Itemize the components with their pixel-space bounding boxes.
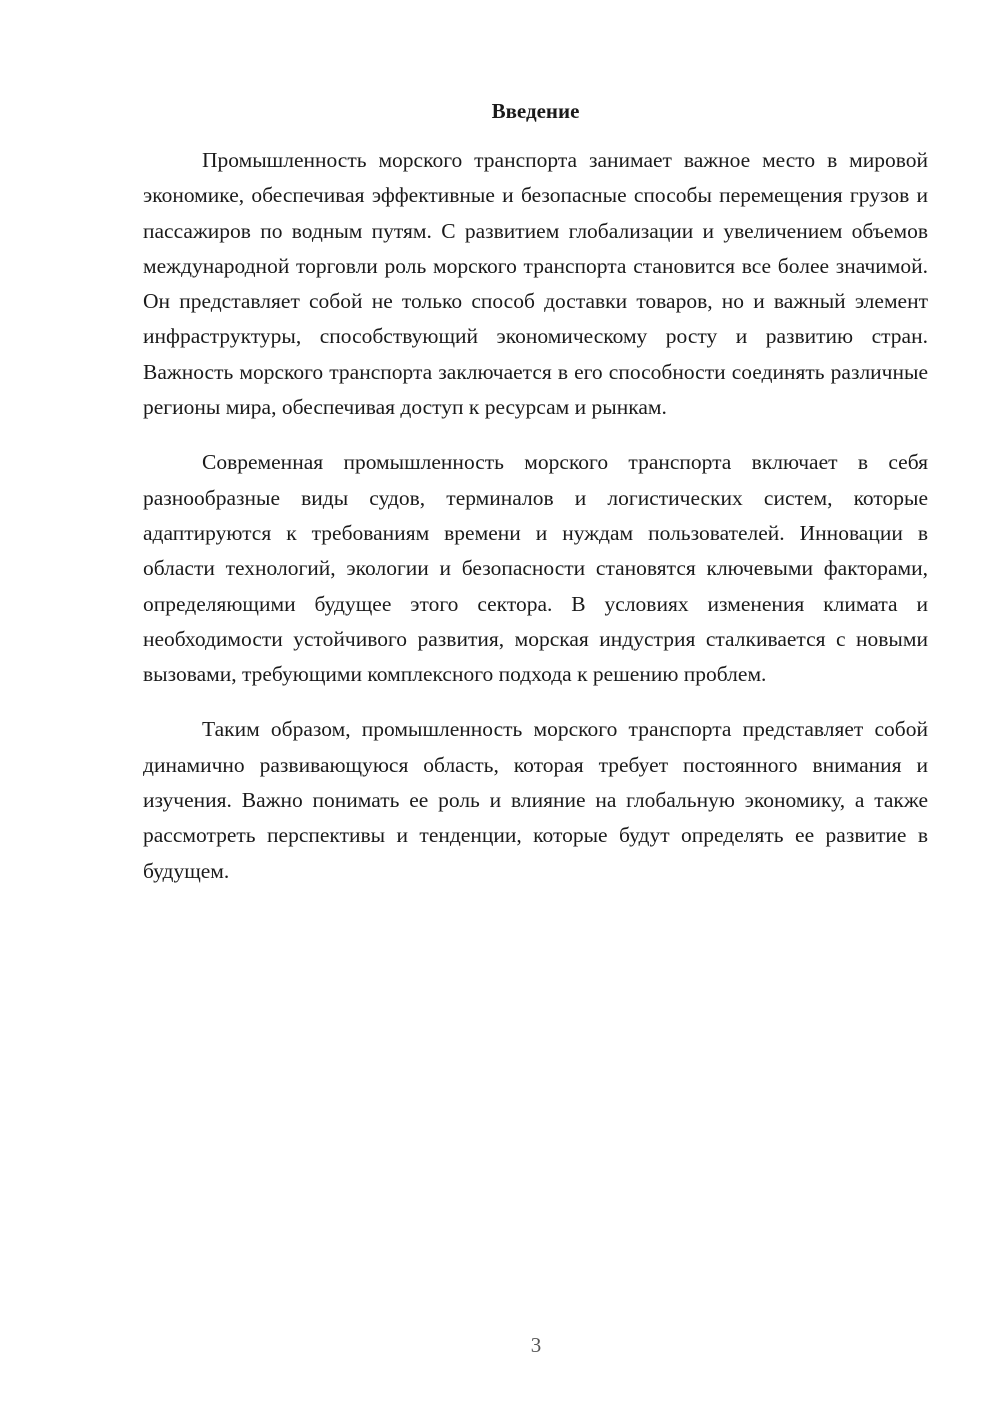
- paragraph-3: Таким образом, промышленность морского транспорта представляет собой динамично развивающуюся область, которая требует постоянного внимания и изучения. Важно понимать ее роль и влияние на глобальную экономику, а также рассмотреть перспективы и тенденции, которые будут определять ее развитие в будущем.: [143, 717, 928, 883]
- section-title: Введение: [491, 99, 580, 123]
- page-number: 3: [530, 1333, 542, 1357]
- body-text: [143, 143, 928, 909]
- paragraph-1: Промышленность морского транспорта занимает важное место в мировой экономике, обеспечивая эффективные и безопасные способы перемещения грузов и пассажиров по водным путям. С развитием глобализации и увеличением объемов международной торговли роль морского транспорта становится все более значимой. Он представляет собой не только способ доставки товаров, но и важный элемент инфраструктуры, способствующий экономическому росту и развитию стран. Важность морского транспорта заключается в его способности соединять различные регионы мира, обеспечивая доступ к ресурсам и рынкам.: [143, 148, 928, 420]
- paragraph-2: Современная промышленность морского транспорта включает в себя разнообразные виды судов, терминалов и логистических систем, которые адаптируются к требованиям времени и нуждам пользователей. Инновации в области технологий, экологии и безопасности становятся ключевыми факторами, определяющими будущее этого сектора. В условиях изменения климата и необходимости устойчивого развития, морская индустрия сталкивается с новыми вызовами, требующими комплексного подхода к решению проблем.: [143, 450, 928, 687]
